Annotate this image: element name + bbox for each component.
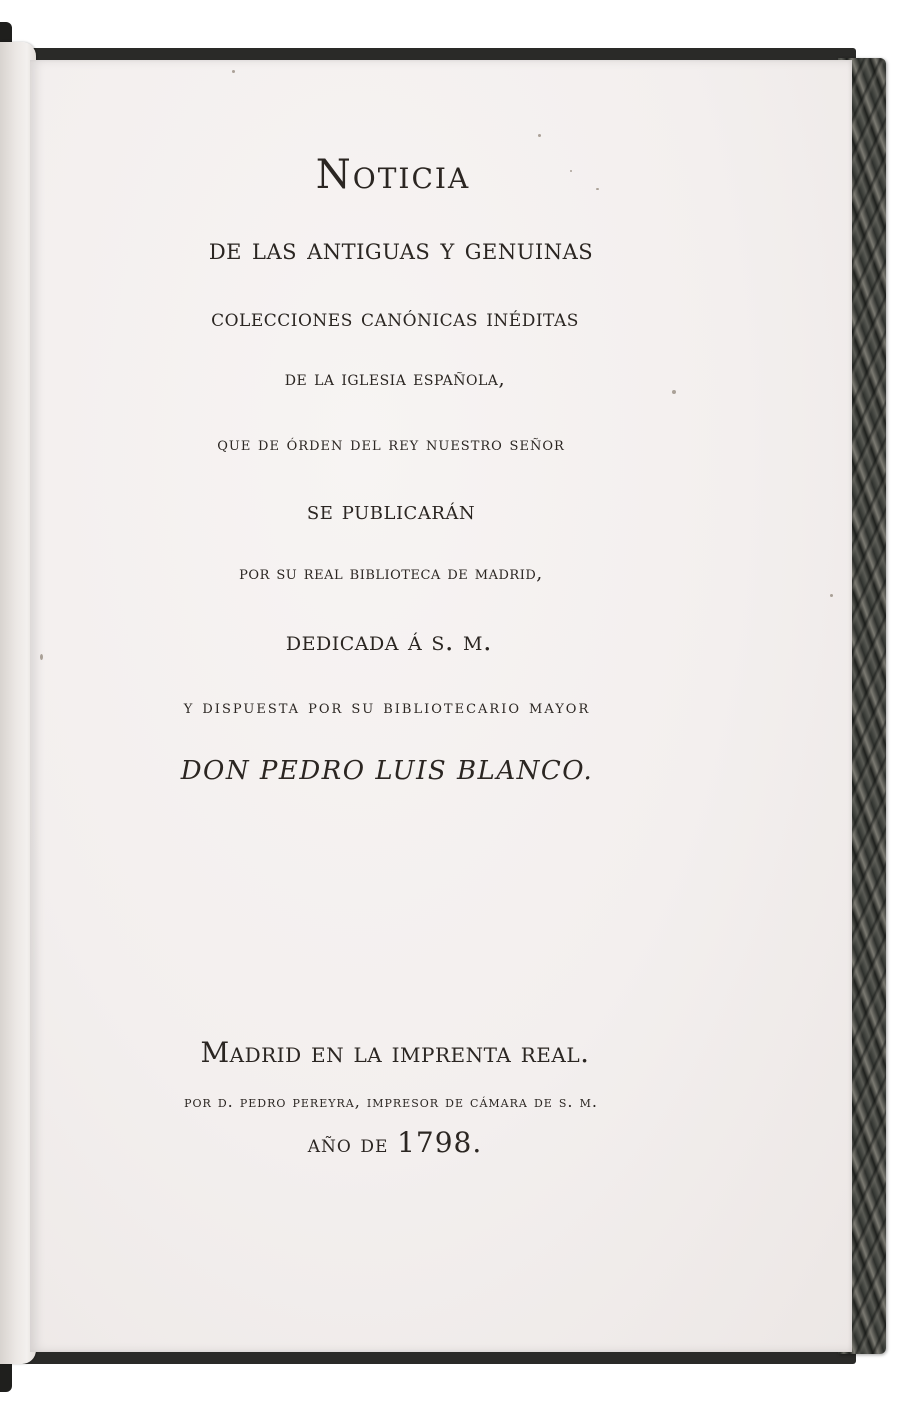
page-title: Noticia: [315, 152, 471, 198]
imprint-printer: por d. pedro pereyra, impresor de cámara de s. m.: [184, 1092, 598, 1111]
foxing-speck: [830, 594, 833, 597]
subtitle-line-4: que de órden del rey nuestro señor: [217, 434, 565, 455]
imprint-date: [0, 1126, 806, 1159]
subtitle-line-2: colecciones canónicas inéditas: [211, 304, 579, 332]
foxing-speck: [232, 70, 235, 73]
subtitle-line-1: de las antiguas y genuinas: [208, 232, 594, 267]
subtitle-line-6: por su real biblioteca de madrid,: [239, 562, 543, 584]
dedication-line: dedicada á s. m.: [285, 626, 493, 657]
foxing-speck: [538, 134, 541, 137]
subtitle-line-3: de la iglesia española,: [284, 366, 506, 390]
imprint-place: Madrid en la imprenta real.: [200, 1036, 590, 1069]
title-page: [30, 60, 852, 1352]
imprint-year: 1798.: [397, 1126, 483, 1159]
author-name: DON PEDRO LUIS BLANCO.: [180, 756, 594, 786]
compiler-line: y dispuesta por su bibliotecario mayor: [183, 696, 591, 718]
foxing-speck: [672, 390, 676, 394]
imprint-year-prefix: año de: [307, 1130, 389, 1158]
subtitle-line-5: se publicarán: [306, 496, 476, 525]
